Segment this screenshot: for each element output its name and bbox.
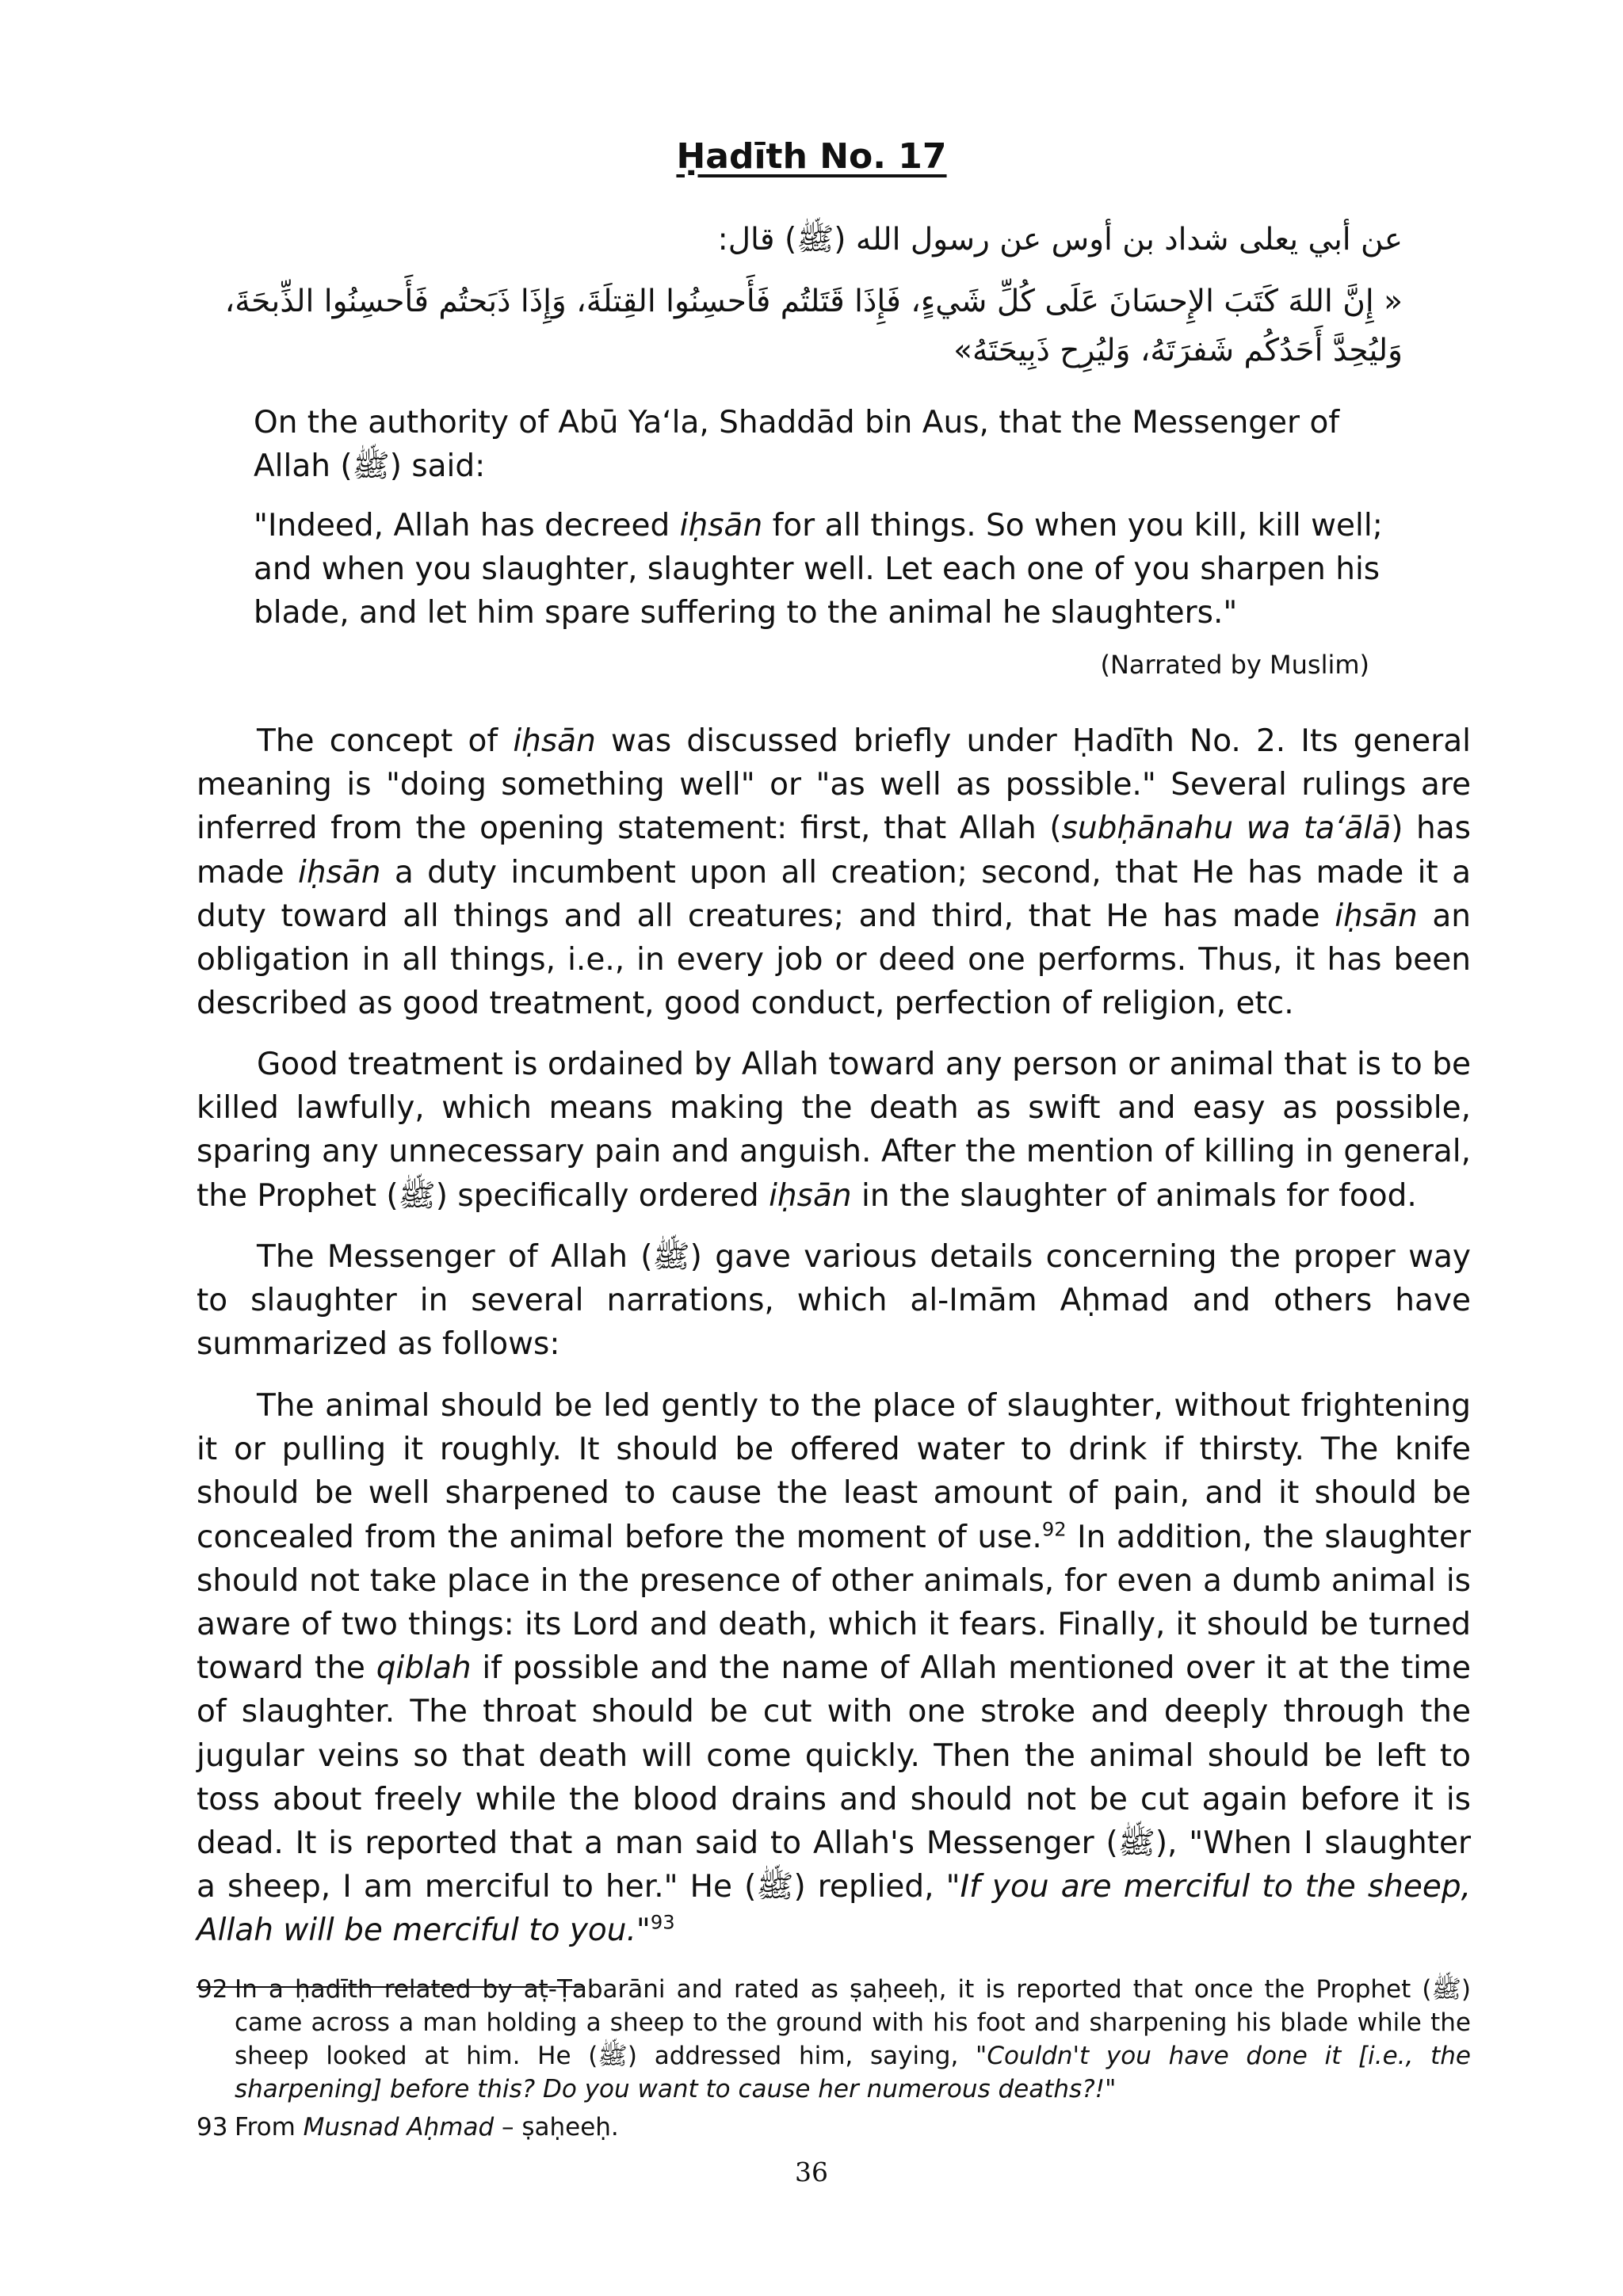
text-run: – ṣaḥeeḥ. [494, 2113, 619, 2142]
text-run: if possible and the name of Allah mentioned over it at the time of slaughter. The throat should be cut with one stroke and deeply through the jugular veins so that death will come quickly. Then the animal should be left to toss about freely while the blood drains and should not be cut again before it is dead. It is reported that a man said to Allah's Messenger (ﷺ), "When I slaughter a sheep, I am merciful to her." He (ﷺ) replied, " [197, 1650, 1471, 1905]
quoted-text: Couldn't you have done it [i.e., the sharpening] before this? Do you want to cause her numerous deaths?! [235, 2042, 1471, 2103]
term: subḥānahu wa ta‘ālā [1061, 810, 1392, 847]
text-run: " [636, 1913, 651, 1949]
text-run: an obligation in all things, i.e., in every job or deed one performs. Thus, it has been described as good treatment, good conduct, perfection of religion, etc. [197, 898, 1471, 1022]
term: iḥsān [769, 1177, 852, 1214]
text-run: The concept of [257, 723, 514, 759]
book-title: Musnad Aḥmad [303, 2113, 495, 2142]
footnote-93 [197, 2111, 1471, 2144]
text-run: in the slaughter of animals for food. [851, 1177, 1417, 1214]
text-run: Good treatment is ordained by Allah toward any person or animal that is to be killed lawfully, which means making the death as swift and easy as possible, sparing any unnecessary pain and anguish. After the mention of killing in general, the Prophet (ﷺ) specifically ordered [197, 1047, 1471, 1214]
term: qiblah [376, 1650, 472, 1687]
quote-text: "Indeed, Allah has decreed [254, 508, 680, 543]
footnote-ref-92[interactable]: 92 [1041, 1518, 1067, 1541]
footnote-92 [197, 1973, 1471, 2106]
page-title: Ḥadīth No. 17 [676, 136, 947, 177]
text-run: The animal should be led gently to the place of slaughter, without frightening it or pulling it roughly. It should be offered water to drink if thirsty. The knife should be well sharpened to cause the least amount of pain, and it should be concealed from the animal before the moment of use. [197, 1388, 1471, 1555]
term: iḥsān [513, 723, 596, 759]
quote-term: iḥsān [679, 508, 763, 543]
quote-text: for all things. So when you kill, kill well; and when you slaughter, slaughter well. Let each one of you sharpen his blade, and let him spare suffering to the animal he slaughters." [254, 508, 1383, 631]
text-run: " [1105, 2075, 1117, 2103]
text-run: was discussed briefly under Ḥadīth No. 2. Its general meaning is "doing something well" or "as well as possible." Several rulings are inferred from the opening statement: first, that Allah ( [197, 723, 1471, 847]
arabic-quote-line-2: وَليُحِدَّ أَحَدُكُم شَفرَتَهُ، وَليُرِح ذَبِيحَتَهُ» [953, 333, 1403, 368]
paragraph-1 [197, 719, 1471, 1025]
arabic-intro: عن أبي يعلى شداد بن أوس عن رسول الله (ﷺ) قال: [717, 222, 1403, 257]
term: iḥsān [1335, 898, 1418, 934]
text-run: ) has made [197, 810, 1471, 891]
footnote-number: 92 [197, 1975, 228, 2004]
footnote-number: 93 [197, 2113, 228, 2142]
page-number: 36 [795, 2157, 828, 2187]
text-run: In addition, the slaughter should not take place in the presence of other animals, for even a dumb animal is aware of two things: its Lord and death, which it fears. Finally, it should be turned toward the [197, 1519, 1471, 1687]
paragraph-2 [197, 1043, 1471, 1218]
paragraph-4 [197, 1384, 1471, 1953]
text-run: a duty incumbent upon all creation; second, that He has made it a duty toward all things and all creatures; and third, that He has made [197, 854, 1471, 934]
narration-source: (Narrated by Muslim) [1100, 650, 1369, 680]
footnote-text [235, 2111, 1471, 2144]
hadith-translation [254, 504, 1419, 635]
footnote-text [235, 1973, 1471, 2106]
text-run: In a ḥadīth related by aṭ-Ṭabarāni and rated as ṣaḥeeḥ, it is reported that once the Prophet (ﷺ) came across a man holding a sheep to the ground with his foot and sharpening his blade while the sheep looked at him. He (ﷺ) addressed him, saying, " [235, 1975, 1471, 2070]
quoted-reply: If you are merciful to the sheep, Allah will be merciful to you. [197, 1869, 1471, 1949]
footnote-ref-93[interactable]: 93 [650, 1911, 675, 1934]
paragraph-3: The Messenger of Allah (ﷺ) gave various details concerning the proper way to slaughter in several narrations, which al-Imām Aḥmad and others have summarized as follows: [197, 1239, 1471, 1363]
arabic-hadith-text [190, 277, 1403, 376]
arabic-quote-line-1: « إِنَّ اللهَ كَتَبَ الإِحسَانَ عَلَى كُلِّ شَيءٍ، فَإِذَا قَتَلتُم فَأَحسِنُوا القِتلَةَ، وَإِذَا ذَبَحتُم فَأَحسِنُوا الذِّبحَةَ، [224, 284, 1403, 319]
hadith-attribution: On the authority of Abū Ya‘la, Shaddād bin Aus, that the Messenger of Allah (ﷺ) said: [254, 405, 1340, 484]
term: iḥsān [298, 854, 381, 891]
text-run: From [235, 2113, 304, 2142]
